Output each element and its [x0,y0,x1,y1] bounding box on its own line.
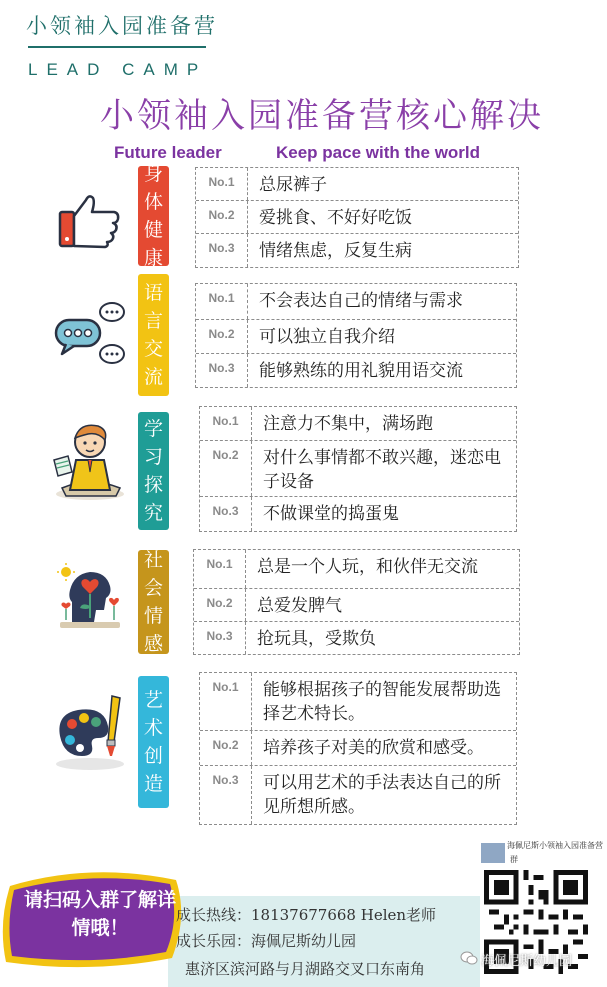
qr-caption: 海佩尼斯小领袖入园准备营 [507,841,603,850]
table-row: No.3 抢玩具，受欺负 [194,622,519,654]
table-row: No.3 不做课堂的捣蛋鬼 [200,497,516,531]
table-row: No.1 能够根据孩子的智能发展帮助选择艺术特长。 [200,673,516,731]
table-row: No.3 情绪焦虑，反复生病 [196,234,518,267]
palette-brush-icon [52,692,128,772]
kindergarten-name: 成长乐园：海佩尼斯幼儿园 [176,932,357,950]
thumbs-up-icon [58,192,122,250]
wechat-icon [460,950,478,966]
table-row: No.1 注意力不集中，满场跑 [200,407,516,441]
table-row: No.2 爱挑食、不好好吃饭 [196,201,518,234]
checklist-social [193,549,520,655]
hotline-text: 成长热线：18137677668 Helen老师 [176,906,437,924]
table-row: No.2 培养孩子对美的欣赏和感受。 [200,731,516,766]
brand-name-cn: 小领袖入园准备营 [26,14,218,38]
group-avatar [480,842,506,864]
reading-child-icon [48,420,128,502]
page-title: 小领袖入园准备营核心解决 [100,96,544,136]
category-label-learning: 学 习 探 究 [138,412,169,530]
checklist-art [199,672,517,825]
table-row: No.1 总是一个人玩，和伙伴无交流 [194,550,519,589]
wechat-account-name: 海佩尼斯幼儿园 [481,954,573,969]
category-label-health: 身 体 健 康 [138,166,169,266]
table-row: No.1 不会表达自己的情绪与需求 [196,284,516,320]
speech-bubbles-icon [52,300,128,366]
head-hearts-icon [56,562,126,632]
category-label-art: 艺 术 创 造 [138,676,169,808]
qr-caption-sub: 群 [510,855,518,864]
checklist-health [195,167,519,268]
table-row: No.3 能够熟练的用礼貌用语交流 [196,354,516,387]
table-row: No.1 总尿裤子 [196,168,518,201]
table-row: No.3 可以用艺术的手法表达自己的所见所想所感。 [200,766,516,824]
table-row: No.2 总爱发脾气 [194,589,519,622]
table-row: No.2 对什么事情都不敢兴趣，迷恋电子设备 [200,441,516,497]
subtitle-left: Future leader [114,143,222,162]
table-row: No.2 可以独立自我介绍 [196,320,516,354]
brand-divider [28,46,206,48]
brand-name-en: LEAD CAMP [28,60,208,79]
category-label-social: 社 会 情 感 [138,550,169,654]
category-label-language: 语 言 交 流 [138,274,169,396]
scan-cta-badge [0,866,190,971]
address-text: 惠济区滨河路与月湖路交叉口东南角 [185,960,426,978]
subtitle-right: Keep pace with the world [276,143,481,162]
checklist-language [195,283,517,388]
scan-cta-text: 请扫码入群了解详情哦！ [23,889,176,939]
checklist-learning [199,406,517,532]
